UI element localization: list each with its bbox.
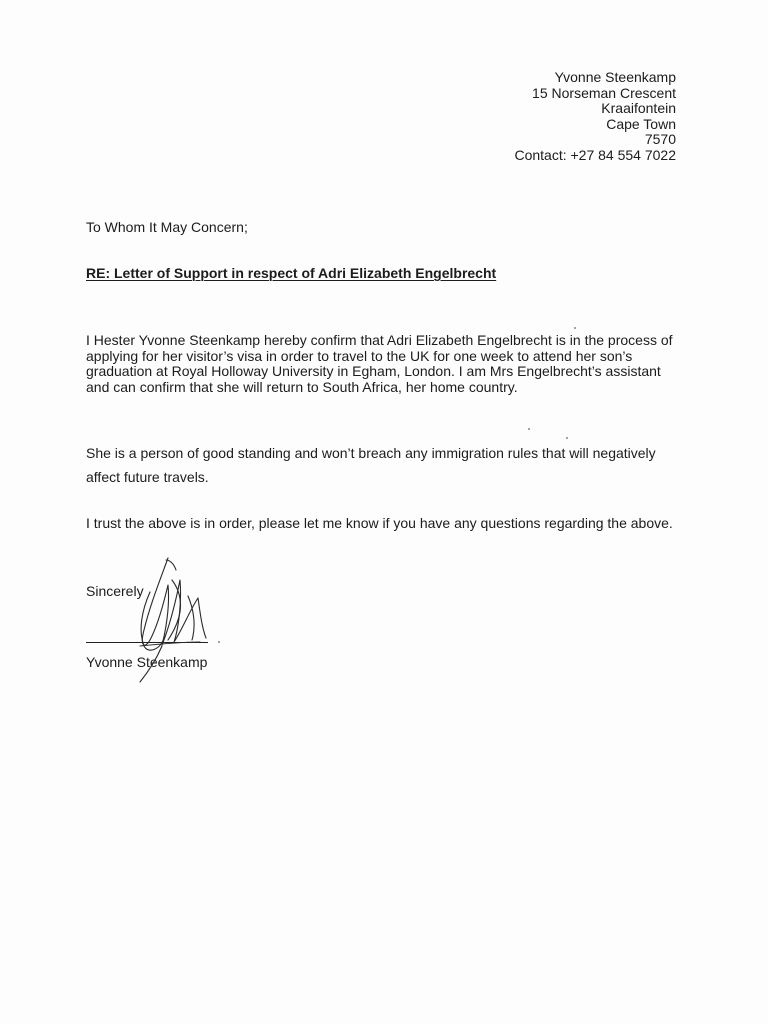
- closing: Sincerely: [86, 583, 144, 599]
- body-paragraph-3: I trust the above is in order, please let me know if you have any questions regarding the above.: [86, 515, 673, 531]
- body-paragraph-1: I Hester Yvonne Steenkamp hereby confirm that Adri Elizabeth Engelbrecht is in the process of applying for her visitor’s visa in order to travel to the UK for one week to attend her son’s graduation at Royal Holloway University in Egham, London. I am Mrs Engelbrecht’s assistant and can confirm that she will return to South Africa, her home country.: [86, 332, 673, 395]
- sender-address-block: [514, 70, 676, 164]
- sender-street: 15 Norseman Crescent: [532, 84, 676, 101]
- scan-speck: [528, 428, 530, 430]
- salutation: To Whom It May Concern;: [86, 219, 248, 235]
- subject-line: RE: Letter of Support in respect of Adri Elizabeth Engelbrecht: [86, 265, 497, 281]
- sender-name: Yvonne Steenkamp: [554, 69, 676, 85]
- body-paragraph-2: She is a person of good standing and won’t breach any immigration rules that will negatively affect future travels.: [86, 445, 656, 485]
- sender-city: Cape Town: [606, 115, 676, 132]
- sender-contact: Contact: +27 84 554 7022: [514, 146, 676, 163]
- scan-speck: [574, 327, 576, 329]
- signatory-name: Yvonne Steenkamp: [86, 654, 208, 670]
- sender-postal-code: 7570: [644, 131, 676, 148]
- handwritten-signature: [120, 550, 230, 690]
- scan-speck: [566, 437, 568, 439]
- scan-speck: [218, 641, 220, 643]
- sender-suburb: Kraaifontein: [601, 100, 676, 117]
